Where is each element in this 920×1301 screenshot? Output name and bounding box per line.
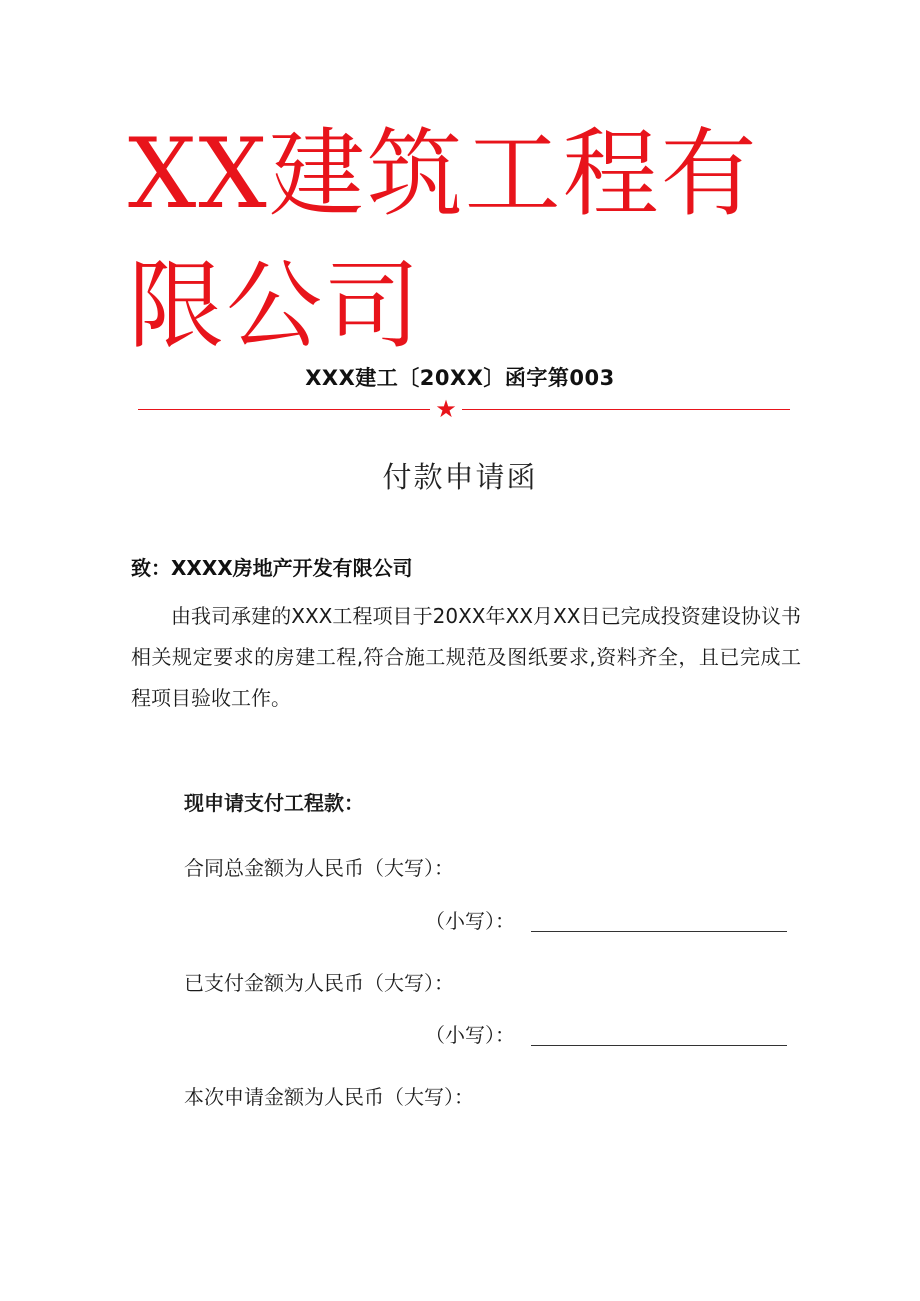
contract-small-blank [531,911,787,932]
star-icon: ★ [435,395,457,423]
body-paragraph: 由我司承建的XXX工程项目于20XX年XX月XX日已完成投资建设协议书相关规定要求的房建工程,符合施工规范及图纸要求,资料齐全，且已完成工程项目验收工作。 [131,604,801,710]
document-title: 付款申请函 [382,460,538,494]
paid-small-row [425,1019,787,1048]
red-divider [138,395,790,423]
request-heading: 现申请支付工程款： [184,791,364,815]
paid-small-blank [531,1025,787,1046]
salutation: 致：XXXX房地产开发有限公司 [131,556,413,580]
divider-line-right [462,409,790,410]
document-number: XXX建工〔20XX〕函字第003 [305,366,615,390]
current-total-label: 本次申请金额为人民币（大写）： [184,1085,474,1109]
paid-total-label: 已支付金额为人民币（大写）： [184,971,454,995]
company-letterhead: XX建筑工程有限公司 [128,118,759,362]
contract-total-label: 合同总金额为人民币（大写）： [184,856,454,880]
divider-line-left [138,409,430,410]
contract-small-label: （小写）： [425,909,515,933]
contract-small-row [425,905,787,934]
paid-small-label: （小写）： [425,1023,515,1047]
